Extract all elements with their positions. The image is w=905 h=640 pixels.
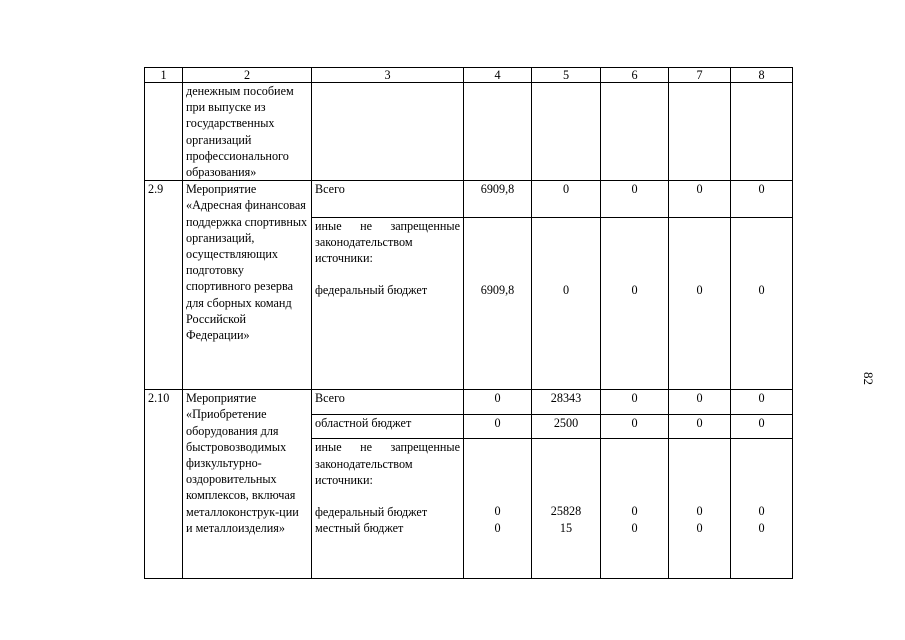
- table-row-2-10-total: [145, 390, 793, 415]
- value-cell: [601, 439, 669, 579]
- value-cell: 6909,8: [464, 181, 532, 217]
- source-cell: [312, 83, 464, 181]
- value-cell: 0: [669, 414, 731, 439]
- value-cell: [731, 217, 793, 390]
- source-label: федеральный бюджет: [315, 504, 428, 519]
- header-cell: 6: [601, 68, 669, 83]
- value-text: 0: [696, 520, 703, 535]
- value-cell: 0: [532, 181, 601, 217]
- event-name-cell: Мероприятие «Адресная финансовая поддержка спортивных организаций, осуществляющих подготовку спортивного резерва для сборных команд Российской Федерации»: [183, 181, 312, 390]
- value-cell: 0: [601, 390, 669, 415]
- value-cell: 0: [601, 414, 669, 439]
- row-number-cell: [145, 83, 183, 181]
- row-number-cell: 2.9: [145, 181, 183, 390]
- header-cell: 3: [312, 68, 464, 83]
- event-name-cell: Мероприятие «Приобретение оборудования для быстровозводимых физкультурно-оздоровительных комплексов, включая металлоконструк-ции и металлоизделия»: [183, 390, 312, 579]
- value-text: 0: [494, 520, 501, 535]
- source-label: иные не запрещенные законодательством источники:: [315, 218, 460, 265]
- value-text: 6909,8: [480, 282, 515, 297]
- table-row-continuation: [145, 83, 793, 181]
- value-text: 0: [631, 520, 638, 535]
- value-cell: [731, 83, 793, 181]
- value-cell: 0: [731, 414, 793, 439]
- value-cell: [464, 83, 532, 181]
- source-label: Всего: [312, 181, 464, 217]
- source-label: иные не запрещенные законодательством источники:: [315, 440, 460, 487]
- value-cell: 0: [464, 390, 532, 415]
- source-cell: [312, 217, 464, 390]
- value-text: 0: [696, 504, 703, 519]
- value-cell: [669, 439, 731, 579]
- value-text: 0: [631, 504, 638, 519]
- value-cell: [532, 439, 601, 579]
- source-label: местный бюджет: [315, 521, 404, 536]
- value-text: 0: [494, 504, 501, 519]
- value-cell: 0: [601, 181, 669, 217]
- row-number-cell: 2.10: [145, 390, 183, 579]
- header-cell: 5: [532, 68, 601, 83]
- header-row: [145, 68, 793, 83]
- source-cell: [312, 439, 464, 579]
- value-text: 0: [562, 282, 570, 297]
- header-cell: 7: [669, 68, 731, 83]
- value-text: 0: [758, 282, 765, 297]
- value-text: 0: [758, 504, 765, 519]
- source-label: Всего: [312, 390, 464, 415]
- page-number: 82: [861, 372, 876, 385]
- value-cell: 0: [464, 414, 532, 439]
- value-cell: 0: [731, 181, 793, 217]
- source-label: федеральный бюджет: [315, 283, 428, 298]
- header-cell: 8: [731, 68, 793, 83]
- header-cell: 4: [464, 68, 532, 83]
- value-cell: [669, 83, 731, 181]
- budget-table: [144, 67, 793, 579]
- value-cell: 2500: [532, 414, 601, 439]
- value-text: 25828: [550, 504, 582, 519]
- value-cell: 0: [669, 390, 731, 415]
- value-cell: [464, 439, 532, 579]
- value-cell: [601, 217, 669, 390]
- value-cell: [464, 217, 532, 390]
- value-cell: [532, 217, 601, 390]
- value-text: 15: [559, 520, 573, 535]
- table-row-2-9-total: [145, 181, 793, 217]
- value-cell: [532, 83, 601, 181]
- value-cell: [669, 217, 731, 390]
- value-cell: [731, 439, 793, 579]
- value-cell: 0: [669, 181, 731, 217]
- event-name-cell: денежным пособием при выпуске из государственных организаций профессионального образования»: [183, 83, 312, 181]
- value-cell: 28343: [532, 390, 601, 415]
- header-cell: 1: [145, 68, 183, 83]
- value-text: 0: [696, 282, 703, 297]
- value-text: 0: [631, 282, 638, 297]
- header-cell: 2: [183, 68, 312, 83]
- value-cell: [601, 83, 669, 181]
- value-cell: 0: [731, 390, 793, 415]
- value-text: 0: [758, 520, 765, 535]
- source-label: областной бюджет: [312, 414, 464, 439]
